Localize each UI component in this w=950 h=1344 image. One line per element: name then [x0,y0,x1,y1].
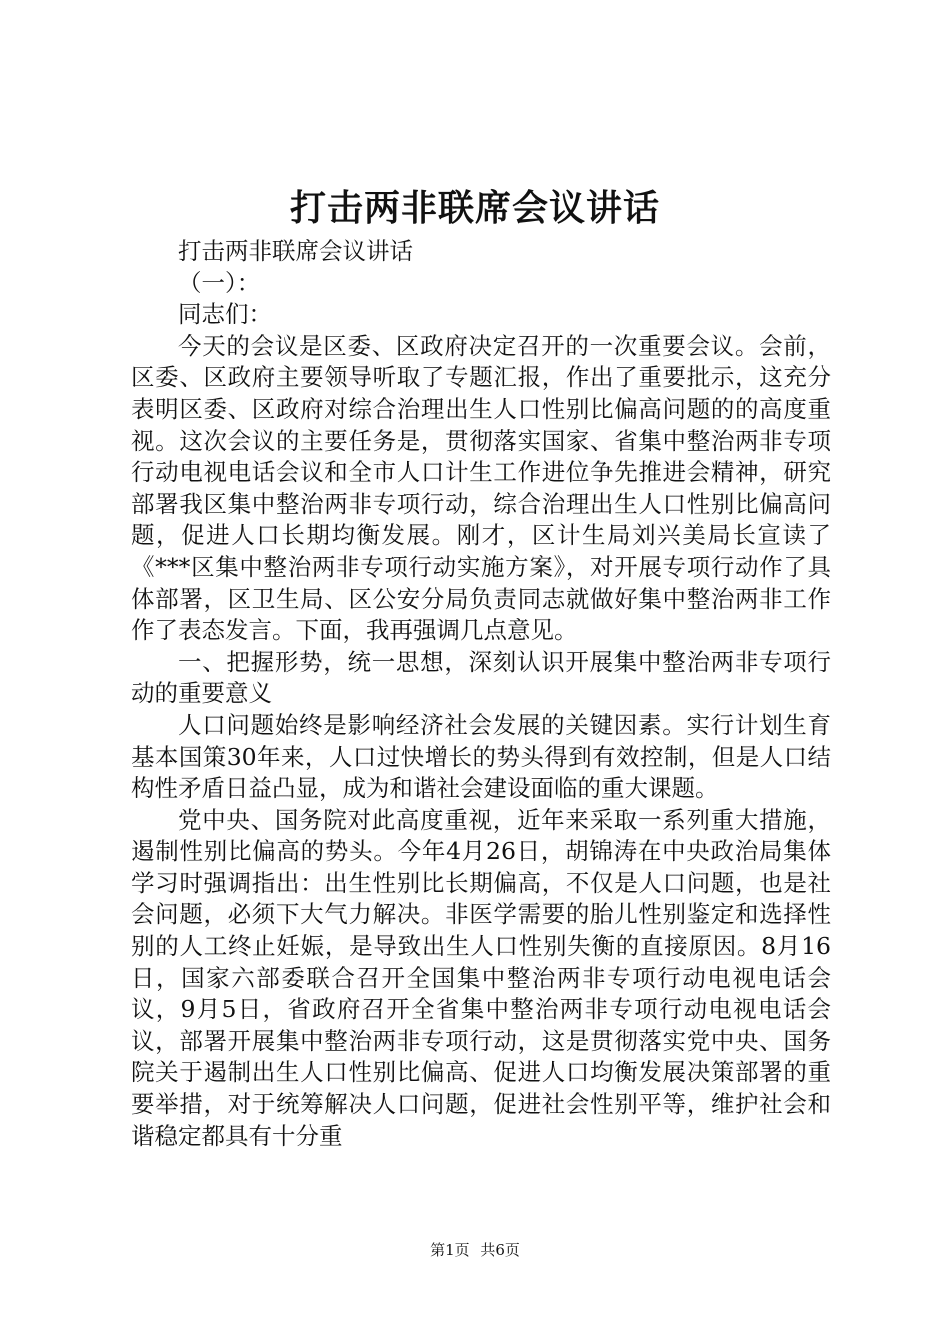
paragraph-opening: 今天的会议是区委、区政府决定召开的一次重要会议。会前，区委、区政府主要领导听取了专题汇报，作出了重要批示，这充分表明区委、区政府对综合治理出生人口性别比偏高问题的的高度重视。这次会议的主要任务是，贯彻落实国家、省集中整治两非专项行动电视电话会议和全市人口计生工作进位争先推进会精神，研究部署我区集中整治两非专项行动，综合治理出生人口性别比偏高问题，促进人口长期均衡发展。刚才，区计生局刘兴美局长宣读了《***区集中整治两非专项行动实施方案》，对开展专项行动作了具体部署，区卫生局、区公安分局负责同志就做好集中整治两非工作作了表态发言。下面，我再强调几点意见。 [131,331,831,645]
page-total: 共6页 [480,1241,520,1259]
paragraph-heading-one: 一、把握形势，统一思想，深刻认识开展集中整治两非专项行动的重要意义 [131,647,831,708]
document-title: 打击两非联席会议讲话 [289,187,660,229]
paragraph-subtitle: 打击两非联席会议讲话 [178,237,413,265]
paragraph-population-issue: 人口问题始终是影响经济社会发展的关键因素。实行计划生育基本国策30年来，人口过快增长的势头得到有效控制，但是人口结构性矛盾日益凸显，成为和谐社会建设面临的重大课题。 [131,710,831,803]
paragraph-section-number: （一）： [178,268,261,297]
paragraph-salutation: 同志们： [178,300,272,329]
paragraph-central-committee: 党中央、国务院对此高度重视，近年来采取一系列重大措施，遏制性别比偏高的势头。今年4月26日，胡锦涛在中央政治局集体学习时强调指出：出生性别比长期偏高，不仅是人口问题，也是社会问题，必须下大气力解决。非医学需要的胎儿性别鉴定和选择性别的人工终止妊娠，是导致出生人口性别失衡的直接原因。8月16日，国家六部委联合召开全国集中整治两非专项行动电视电话会议，9月5日，省政府召开全省集中整治两非专项行动电视电话会议，部署开展集中整治两非专项行动，这是贯彻落实党中央、国务院关于遏制出生人口性别比偏高、促进人口均衡发展决策部署的重要举措，对于统筹解决人口问题，促进社会性别平等，维护社会和谐稳定都具有十分重 [131,805,831,1150]
page-footer [0,1240,950,1260]
document-body [131,236,831,1152]
page-number: 第1页 [430,1241,470,1259]
